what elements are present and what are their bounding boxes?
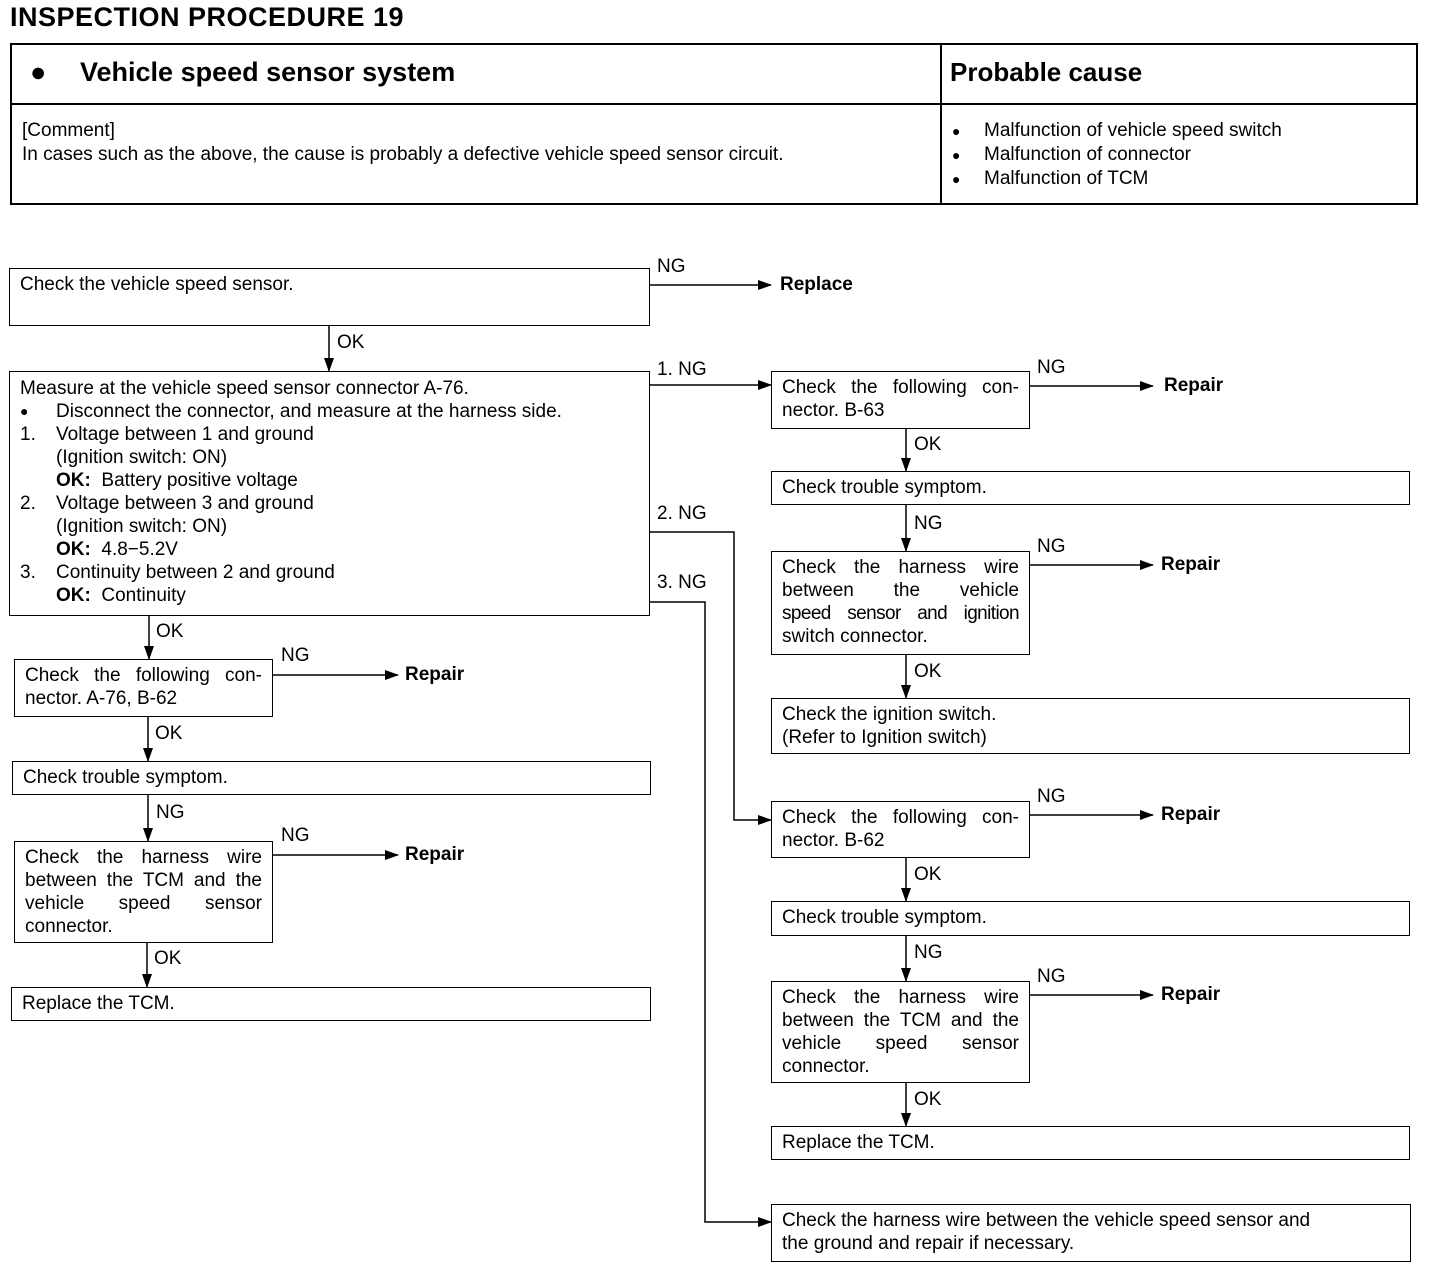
branch-label-ng: NG: [657, 256, 686, 277]
measure-item1-ok: Battery positive voltage: [101, 470, 298, 491]
action-repair: Repair: [405, 844, 465, 865]
box-r3-harness: [771, 1204, 1411, 1262]
box-r1-trouble: [771, 471, 1410, 505]
probable-cause-heading: Probable cause: [941, 44, 1417, 104]
box-r2-harness: [771, 981, 1030, 1083]
box-line: Check the following con-: [782, 377, 1019, 398]
ok-prefix: OK:: [56, 585, 91, 606]
branch-label-ok: OK: [914, 434, 942, 455]
box-text: Check trouble symptom.: [782, 477, 987, 498]
box-text: Check the vehicle speed sensor.: [20, 274, 294, 295]
box-line: vehicle speed sensor: [25, 893, 262, 914]
cause-item: ● Malfunction of connector: [950, 143, 1416, 167]
branch-label-ng: NG: [281, 825, 310, 846]
box-r2-connector: [771, 801, 1030, 858]
system-name: Vehicle speed sensor system: [80, 57, 456, 87]
branch-label-ng1: 1. NG: [657, 359, 707, 380]
branch-label-ok: OK: [154, 948, 182, 969]
branch-label-ng: NG: [281, 645, 310, 666]
box-line: connector.: [25, 916, 113, 937]
branch-label-ok: OK: [914, 661, 942, 682]
box-line: the ground and repair if necessary.: [782, 1233, 1075, 1254]
box-r2-trouble: [771, 901, 1410, 936]
action-repair: Repair: [1161, 554, 1221, 575]
measure-item2-ok: 4.8−5.2V: [101, 539, 178, 560]
box-check-vss: [9, 268, 650, 326]
action-repair: Repair: [1161, 804, 1221, 825]
box-left-connector: [14, 659, 273, 717]
box-line: Check the harness wire: [782, 557, 1019, 578]
box-r1-harness: [771, 551, 1030, 655]
branch-label-ng: NG: [914, 942, 943, 963]
box-r1-connector: [771, 371, 1030, 429]
box-line: between the vehicle: [782, 580, 1019, 601]
action-repair: Repair: [405, 664, 465, 685]
arrow-ng3: [649, 602, 771, 1222]
branch-label-ok: OK: [155, 723, 183, 744]
measure-item3-ok: Continuity: [101, 585, 186, 606]
branch-label-ng: NG: [914, 513, 943, 534]
box-text: Replace the TCM.: [782, 1132, 935, 1153]
box-left-replace-tcm: [11, 987, 651, 1021]
bullet-icon: ●: [20, 403, 29, 419]
branch-label-ng: NG: [1037, 966, 1066, 987]
box-line: nector. A-76, B-62: [25, 688, 178, 709]
branch-label-ng2: 2. NG: [657, 503, 707, 524]
box-line: switch connector.: [782, 626, 928, 647]
box-line: Check the following con-: [782, 807, 1019, 828]
box-text: Replace the TCM.: [22, 993, 175, 1014]
bullet-icon: ●: [30, 57, 47, 87]
box-line: (Refer to Ignition switch): [782, 727, 987, 748]
branch-label-ng: NG: [1037, 357, 1066, 378]
action-repair: Repair: [1161, 984, 1221, 1005]
comment-label: [Comment]: [22, 120, 115, 141]
box-line: Check the harness wire: [782, 987, 1019, 1008]
branch-label-ok: OK: [914, 864, 942, 885]
action-repair: Repair: [1164, 375, 1224, 396]
measure-item1-cond: (Ignition switch: ON): [56, 447, 228, 468]
measure-item1: Voltage between 1 and ground: [56, 424, 314, 445]
item-number: 2.: [20, 493, 36, 514]
branch-label-ok: OK: [337, 332, 365, 353]
box-line: connector.: [782, 1056, 870, 1077]
ok-prefix: OK:: [56, 470, 91, 491]
ok-prefix: OK:: [56, 539, 91, 560]
box-line: Check the harness wire between the vehicle speed sensor and: [782, 1210, 1311, 1231]
measure-item3: Continuity between 2 and ground: [56, 562, 335, 583]
page-title: INSPECTION PROCEDURE 19: [10, 2, 405, 32]
branch-label-ng3: 3. NG: [657, 572, 707, 593]
item-number: 1.: [20, 424, 36, 445]
box-line: vehicle speed sensor: [782, 1033, 1019, 1054]
action-replace: Replace: [780, 274, 853, 295]
box-text: Check trouble symptom.: [23, 767, 228, 788]
item-number: 3.: [20, 562, 36, 583]
cause-item: ● Malfunction of TCM: [950, 167, 1416, 191]
measure-item2-cond: (Ignition switch: ON): [56, 516, 228, 537]
box-r2-replace-tcm: [771, 1126, 1410, 1160]
box-line: Check the ignition switch.: [782, 704, 997, 725]
box-line: nector. B-62: [782, 830, 885, 851]
comment-text: In cases such as the above, the cause is probably a defective vehicle speed sensor circuit.: [22, 144, 784, 165]
box-line: nector. B-63: [782, 400, 885, 421]
measure-item2: Voltage between 3 and ground: [56, 493, 314, 514]
box-r1-ignition: [771, 698, 1410, 754]
measure-bullet: Disconnect the connector, and measure at the harness side.: [56, 401, 562, 422]
branch-label-ng: NG: [1037, 786, 1066, 807]
box-line: between the TCM and the: [25, 870, 262, 891]
box-measure: [9, 371, 650, 616]
box-text: Check trouble symptom.: [782, 907, 987, 928]
box-left-trouble: [12, 761, 651, 795]
branch-label-ng: NG: [1037, 536, 1066, 557]
box-left-harness: [14, 841, 273, 943]
measure-line1: Measure at the vehicle speed sensor connector A-76.: [20, 378, 469, 399]
branch-label-ok: OK: [156, 621, 184, 642]
box-line: Check the following con-: [25, 665, 262, 686]
cause-item: ● Malfunction of vehicle speed switch: [950, 119, 1416, 143]
box-line: between the TCM and the: [782, 1010, 1019, 1031]
branch-label-ng: NG: [156, 802, 185, 823]
box-line: Check the harness wire: [25, 847, 262, 868]
branch-label-ok: OK: [914, 1089, 942, 1110]
box-line: speed sensor and ignition: [782, 603, 1019, 624]
